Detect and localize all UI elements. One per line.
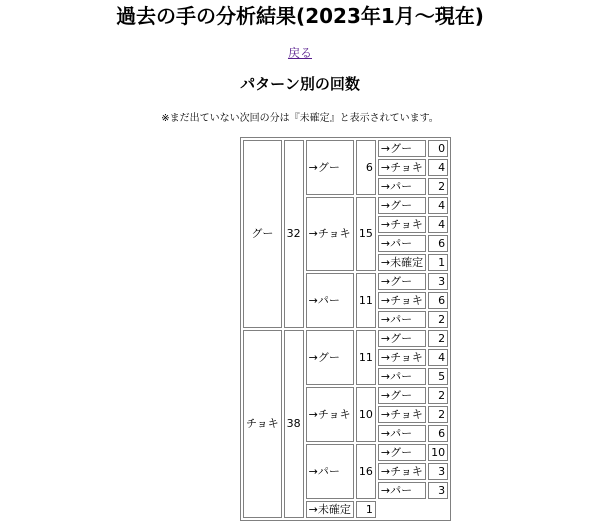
third-hand-label: →パー xyxy=(378,368,426,385)
back-link[interactable]: 戻る xyxy=(287,46,312,60)
table-row xyxy=(243,140,448,157)
first-hand-label: チョキ xyxy=(243,330,282,518)
third-hand-label: →パー xyxy=(378,178,426,195)
third-hand-count: 4 xyxy=(428,159,448,176)
second-hand-count: 16 xyxy=(356,444,376,499)
first-hand-count: 32 xyxy=(284,140,304,328)
third-hand-label: →パー xyxy=(378,482,426,499)
third-hand-count: 0 xyxy=(428,140,448,157)
third-hand-count: 2 xyxy=(428,406,448,423)
second-hand-label: →グー xyxy=(306,140,354,195)
undetermined-note: ※まだ出ていない次回の分は『未確定』と表示されています。 xyxy=(161,113,439,124)
second-hand-count: 11 xyxy=(356,330,376,385)
third-hand-label: →未確定 xyxy=(378,254,426,271)
third-hand-label: →パー xyxy=(378,311,426,328)
second-hand-label: →チョキ xyxy=(306,197,354,271)
second-hand-label: →グー xyxy=(306,330,354,385)
page-title: 過去の手の分析結果(2023年1月～現在) xyxy=(116,4,484,28)
second-hand-count: 10 xyxy=(356,387,376,442)
section-title: パターン別の回数 xyxy=(240,75,360,93)
third-hand-count: 3 xyxy=(428,482,448,499)
third-hand-count: 2 xyxy=(428,387,448,404)
table-row xyxy=(243,330,448,347)
third-hand-count: 2 xyxy=(428,178,448,195)
third-hand-count: 10 xyxy=(428,444,448,461)
third-hand-count: 2 xyxy=(428,311,448,328)
first-hand-label: グー xyxy=(243,140,282,328)
third-hand-label: →グー xyxy=(378,140,426,157)
third-hand-count: 5 xyxy=(428,368,448,385)
third-hand-label: →パー xyxy=(378,235,426,252)
third-hand-count: 6 xyxy=(428,292,448,309)
third-hand-label: →チョキ xyxy=(378,406,426,423)
third-hand-label: →チョキ xyxy=(378,463,426,480)
second-hand-count: 6 xyxy=(356,140,376,195)
pattern-count-table xyxy=(240,137,451,521)
third-hand-label: →チョキ xyxy=(378,292,426,309)
second-hand-label: →パー xyxy=(306,273,354,328)
third-hand-label: →グー xyxy=(378,330,426,347)
second-hand-label: →チョキ xyxy=(306,387,354,442)
second-hand-count: 15 xyxy=(356,197,376,271)
third-hand-count: 6 xyxy=(428,425,448,442)
third-hand-label: →チョキ xyxy=(378,349,426,366)
second-hand-label: →パー xyxy=(306,444,354,499)
second-hand-count: 1 xyxy=(356,501,376,518)
third-hand-count: 4 xyxy=(428,197,448,214)
second-hand-count: 11 xyxy=(356,273,376,328)
first-hand-count: 38 xyxy=(284,330,304,518)
third-hand-label: →グー xyxy=(378,444,426,461)
third-hand-label: →グー xyxy=(378,273,426,290)
third-hand-label: →パー xyxy=(378,425,426,442)
third-hand-count: 4 xyxy=(428,349,448,366)
third-hand-label: →チョキ xyxy=(378,216,426,233)
third-hand-label: →チョキ xyxy=(378,159,426,176)
pattern-table-body xyxy=(243,140,448,518)
third-hand-count: 4 xyxy=(428,216,448,233)
third-hand-count: 6 xyxy=(428,235,448,252)
second-hand-label: →未確定 xyxy=(306,501,354,518)
third-hand-count: 3 xyxy=(428,463,448,480)
third-hand-count: 1 xyxy=(428,254,448,271)
third-hand-count: 2 xyxy=(428,330,448,347)
third-hand-label: →グー xyxy=(378,197,426,214)
third-hand-label: →グー xyxy=(378,387,426,404)
third-hand-count: 3 xyxy=(428,273,448,290)
